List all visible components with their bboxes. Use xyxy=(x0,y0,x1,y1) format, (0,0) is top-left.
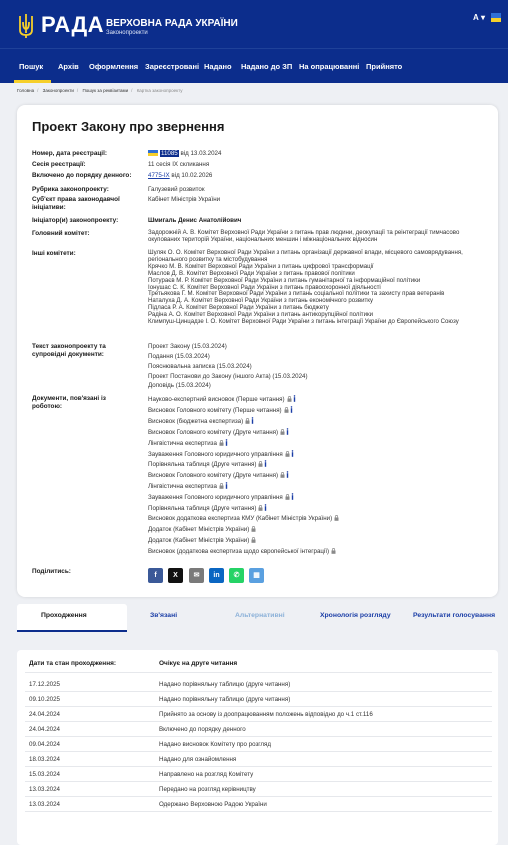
nav-tab-search[interactable]: Пошук xyxy=(19,62,44,71)
other-committees-list xyxy=(148,250,488,326)
text-doc-link[interactable]: Проект Постанови до Закону (іншого Акта) (15.03.2024) xyxy=(148,373,308,380)
lock-icon xyxy=(258,461,263,467)
main-committee-value: Задорожній А. В. Комітет Верховної Ради України з питань прав людини, деокупації та реінтеграції тимчасово окупованих територій України, національних меншин і міжнаціональних відносин xyxy=(148,229,460,243)
related-doc-item[interactable] xyxy=(148,515,339,523)
lock-icon xyxy=(280,472,285,478)
lock-icon xyxy=(280,429,285,435)
main-nav xyxy=(0,48,508,83)
x-share-button[interactable]: X xyxy=(168,568,183,583)
lock-icon xyxy=(285,451,290,457)
related-doc-item[interactable] xyxy=(148,471,289,480)
tab-related[interactable]: Зв'язані xyxy=(150,612,178,619)
subject-label: Суб'єкт права законодавчої ініціативи: xyxy=(32,196,120,211)
committee-item: Маслов Д. В. Комітет Верховної Ради України з питань правової політики xyxy=(148,269,355,277)
session-value: 11 сесія IX скликання xyxy=(148,161,210,168)
tab-voting-results[interactable]: Результати голосування xyxy=(413,612,496,619)
row-date: 13.03.2024 xyxy=(29,786,60,793)
passage-table xyxy=(17,650,498,845)
table-header-dates: Дати та стан проходження: xyxy=(29,660,117,667)
row-date: 24.04.2024 xyxy=(29,726,60,733)
nav-tab-submitted-to-zp[interactable]: Надано до ЗП xyxy=(241,62,293,71)
info-icon[interactable] xyxy=(286,471,289,478)
lock-icon xyxy=(251,537,256,543)
committee-item: Іонушас С. К. Комітет Верховної Ради України з питань правоохоронної діяльності xyxy=(148,283,381,291)
info-icon[interactable] xyxy=(291,450,294,457)
row-status: Одержано Верховною Радою України xyxy=(159,801,267,808)
related-doc-label: Зауваження Головного юридичного управління xyxy=(148,494,283,502)
subject-value: Кабінет Міністрів України xyxy=(148,196,221,203)
related-doc-item[interactable] xyxy=(148,493,294,502)
info-icon[interactable] xyxy=(251,417,254,424)
committee-item: Климпуш-Цинцадзе І. О. Комітет Верховної Ради України з питань інтеграції України до Європейського Союзу xyxy=(148,318,459,326)
lock-icon xyxy=(285,494,290,500)
reg-number: 11085 xyxy=(161,150,178,157)
related-doc-item[interactable] xyxy=(148,460,267,469)
nav-tab-submitted[interactable]: Надано xyxy=(204,62,232,71)
related-doc-item[interactable] xyxy=(148,417,254,426)
related-doc-label: Додаток (Кабінет Міністрів України) xyxy=(148,536,250,544)
related-doc-item[interactable] xyxy=(148,450,294,459)
nav-tab-drafting[interactable]: Оформлення xyxy=(89,62,139,71)
nav-active-indicator xyxy=(14,80,51,83)
related-doc-label: Зауваження Головного юридичного управління xyxy=(148,450,283,458)
chevron-down-icon: ▾ xyxy=(481,13,486,22)
related-doc-label: Висновок додаткова експертиза КМУ (Кабінет Міністрів України) xyxy=(148,514,333,522)
row-status: Надано висновок Комітету про розгляд xyxy=(159,741,272,748)
bill-tabs xyxy=(17,604,498,630)
related-doc-label: Лінгвістична експертиза xyxy=(148,483,217,491)
lock-icon xyxy=(258,505,263,511)
related-doc-item[interactable] xyxy=(148,537,256,545)
text-doc-link[interactable]: Пояснювальна записка (15.03.2024) xyxy=(148,363,252,370)
page-title: Проект Закону про звернення xyxy=(32,119,225,134)
reg-label: Номер, дата реєстрації: xyxy=(32,150,107,157)
whatsapp-share-button[interactable]: ✆ xyxy=(229,568,244,583)
nav-tab-registered[interactable]: Зареєстровані xyxy=(145,62,200,71)
row-status: Прийнято за основу із доопрацюванням положень відповідно до ч.1 ст.116 xyxy=(159,711,373,718)
related-doc-label: Висновок (додаткова експертиза щодо європейської інтеграції) xyxy=(148,547,330,555)
info-icon[interactable] xyxy=(291,493,294,500)
email-share-button[interactable]: ✉ xyxy=(189,568,204,583)
more-share-button[interactable]: ▦ xyxy=(249,568,264,583)
tab-chronology[interactable]: Хронологія розгляду xyxy=(320,612,391,619)
docs-label: Документи, пов'язані із роботою: xyxy=(32,395,106,410)
committee-item: Радіна А. О. Комітет Верховної Ради України з питань антикорупційної політики xyxy=(148,311,374,319)
nav-tab-adopted[interactable]: Прийнято xyxy=(366,62,403,71)
related-doc-label: Висновок Головного комітету (Друге читання) xyxy=(148,428,279,436)
session-label: Сесія реєстрації: xyxy=(32,161,86,168)
row-date: 24.04.2024 xyxy=(29,711,60,718)
related-doc-label: Висновок (бюджетна експертиза) xyxy=(148,417,244,425)
row-status: Надано порівняльну таблицю (друге читання) xyxy=(159,696,291,703)
initiator-label: Ініціатор(и) законопроекту: xyxy=(32,217,119,224)
nav-tab-in-progress[interactable]: На опрацюванні xyxy=(299,62,360,71)
initiator-value[interactable]: Шмигаль Денис Анатолійович xyxy=(148,217,242,224)
tab-alternative[interactable]: Альтернативні xyxy=(235,612,285,619)
committee-item: Підласа Р. А. Комітет Верховної Ради України з питань бюджету xyxy=(148,304,329,312)
related-doc-label: Лінгвістична експертиза xyxy=(148,439,217,447)
lock-icon xyxy=(219,483,224,489)
table-header-status: Очікує на друге читання xyxy=(159,660,238,667)
info-icon[interactable] xyxy=(286,428,289,435)
related-doc-label: Висновок Головного комітету (Друге читання) xyxy=(148,472,279,480)
other-committees-label: Інші комітети: xyxy=(32,250,76,257)
lock-icon xyxy=(284,407,289,413)
related-doc-item[interactable] xyxy=(148,504,267,513)
lock-icon xyxy=(331,548,336,554)
reg-value: 11085 від 13.03.2024 xyxy=(148,150,221,158)
info-icon[interactable] xyxy=(293,395,296,402)
row-date: 09.04.2024 xyxy=(29,741,60,748)
linkedin-share-button[interactable]: in xyxy=(209,568,224,583)
share-label: Поділитись: xyxy=(32,568,71,575)
committee-item: Крячко М. В. Комітет Верховної Ради України з питань цифрової трансформації xyxy=(148,262,374,270)
text-doc-link[interactable]: Подання (15.03.2024) xyxy=(148,353,210,360)
info-icon[interactable] xyxy=(225,439,228,446)
texts-label: Текст законопроекту та супровідні документи: xyxy=(32,343,106,358)
related-doc-item[interactable] xyxy=(148,482,228,491)
info-icon[interactable] xyxy=(290,406,293,413)
related-doc-item[interactable] xyxy=(148,395,296,404)
related-doc-label: Порівняльна таблиця (Друге читання) xyxy=(148,461,257,469)
related-doc-label: Порівняльна таблиця (Друге читання) xyxy=(148,505,257,512)
lock-icon xyxy=(334,515,339,521)
row-date: 13.03.2024 xyxy=(29,801,60,808)
ukraine-flag-icon[interactable] xyxy=(491,13,501,22)
row-status: Направлено на розгляд Комітету xyxy=(159,771,254,778)
tab-passage[interactable]: Проходження xyxy=(41,612,87,619)
trident-logo-icon[interactable] xyxy=(17,13,35,39)
text-doc-link[interactable]: Доповідь (15.03.2024) xyxy=(148,382,211,389)
related-doc-item[interactable] xyxy=(148,526,256,534)
facebook-share-button[interactable]: f xyxy=(148,568,163,583)
breadcrumb-home[interactable]: Головна xyxy=(17,88,35,93)
committee-item: Потураєв М. Р. Комітет Верховної Ради України з питань гуманітарної та інформаційної політики xyxy=(148,276,421,284)
info-icon[interactable] xyxy=(264,460,267,467)
agenda-link[interactable]: 4775-IX xyxy=(148,172,170,179)
site-subtitle: Законопроекти xyxy=(106,30,148,36)
related-doc-label: Додаток (Кабінет Міністрів України) xyxy=(148,525,250,533)
row-date: 15.03.2024 xyxy=(29,771,60,778)
ukraine-flag-icon xyxy=(148,150,158,156)
breadcrumb-bills[interactable]: Законопроекти xyxy=(42,88,74,93)
lock-icon xyxy=(251,526,256,532)
related-doc-item[interactable] xyxy=(148,406,293,415)
related-doc-label: Висновок Головного комітету (Перше читання) xyxy=(148,406,282,414)
text-doc-link[interactable]: Проект Закону (15.03.2024) xyxy=(148,343,227,350)
bill-card xyxy=(17,105,498,597)
related-doc-label: Науково-експертний висновок (Перше читання) xyxy=(148,396,285,403)
related-doc-item[interactable] xyxy=(148,439,228,448)
lock-icon xyxy=(219,440,224,446)
row-status: Включено до порядку денного xyxy=(159,726,246,733)
row-date: 09.10.2025 xyxy=(29,696,60,703)
lock-icon xyxy=(245,418,250,424)
font-size-toggle[interactable]: А ▾ xyxy=(473,13,486,22)
related-doc-item[interactable] xyxy=(148,548,336,556)
committee-item: Третьякова Г. М. Комітет Верховної Ради України з питань соціальної політики та захисту прав ветеранів xyxy=(148,290,445,298)
agenda-label: Включено до порядку денного: xyxy=(32,172,132,179)
rubric-label: Рубрика законопроекту: xyxy=(32,186,109,193)
row-status: Надано порівняльну таблицю (друге читання) xyxy=(159,681,291,688)
breadcrumb: Головна / Законопроекти / Пошук за реквізитами / Картка законопроекту xyxy=(17,88,183,93)
row-date: 17.12.2025 xyxy=(29,681,60,688)
site-header xyxy=(0,0,508,48)
logo-text[interactable]: РАДА xyxy=(41,12,105,37)
row-status: Надано для ознайомлення xyxy=(159,756,237,763)
row-date: 18.03.2024 xyxy=(29,756,60,763)
main-committee-label: Головний комітет: xyxy=(32,230,90,237)
committee-item: Наталуха Д. А. Комітет Верховної Ради України з питань економічного розвитку xyxy=(148,297,374,305)
tab-active-indicator xyxy=(17,630,127,632)
info-icon[interactable] xyxy=(225,482,228,489)
row-status: Передано на розгляд керівництву xyxy=(159,786,256,793)
info-icon[interactable] xyxy=(264,504,267,511)
nav-tab-archive[interactable]: Архів xyxy=(58,62,79,71)
agenda-value: 4775-IX від 10.02.2026 xyxy=(148,172,213,179)
lock-icon xyxy=(287,396,292,402)
rubric-value: Галузевий розвиток xyxy=(148,186,205,193)
breadcrumb-current: Картка законопроекту xyxy=(136,88,183,93)
breadcrumb-search[interactable]: Пошук за реквізитами xyxy=(82,88,129,93)
committee-item: Шуляк О. О. Комітет Верховної Ради України з питань організації державної влади, місцевого самоврядування, регіонального розвитку та містобудування xyxy=(148,249,463,263)
site-title[interactable]: ВЕРХОВНА РАДА УКРАЇНИ xyxy=(106,18,238,29)
related-doc-item[interactable] xyxy=(148,428,289,437)
